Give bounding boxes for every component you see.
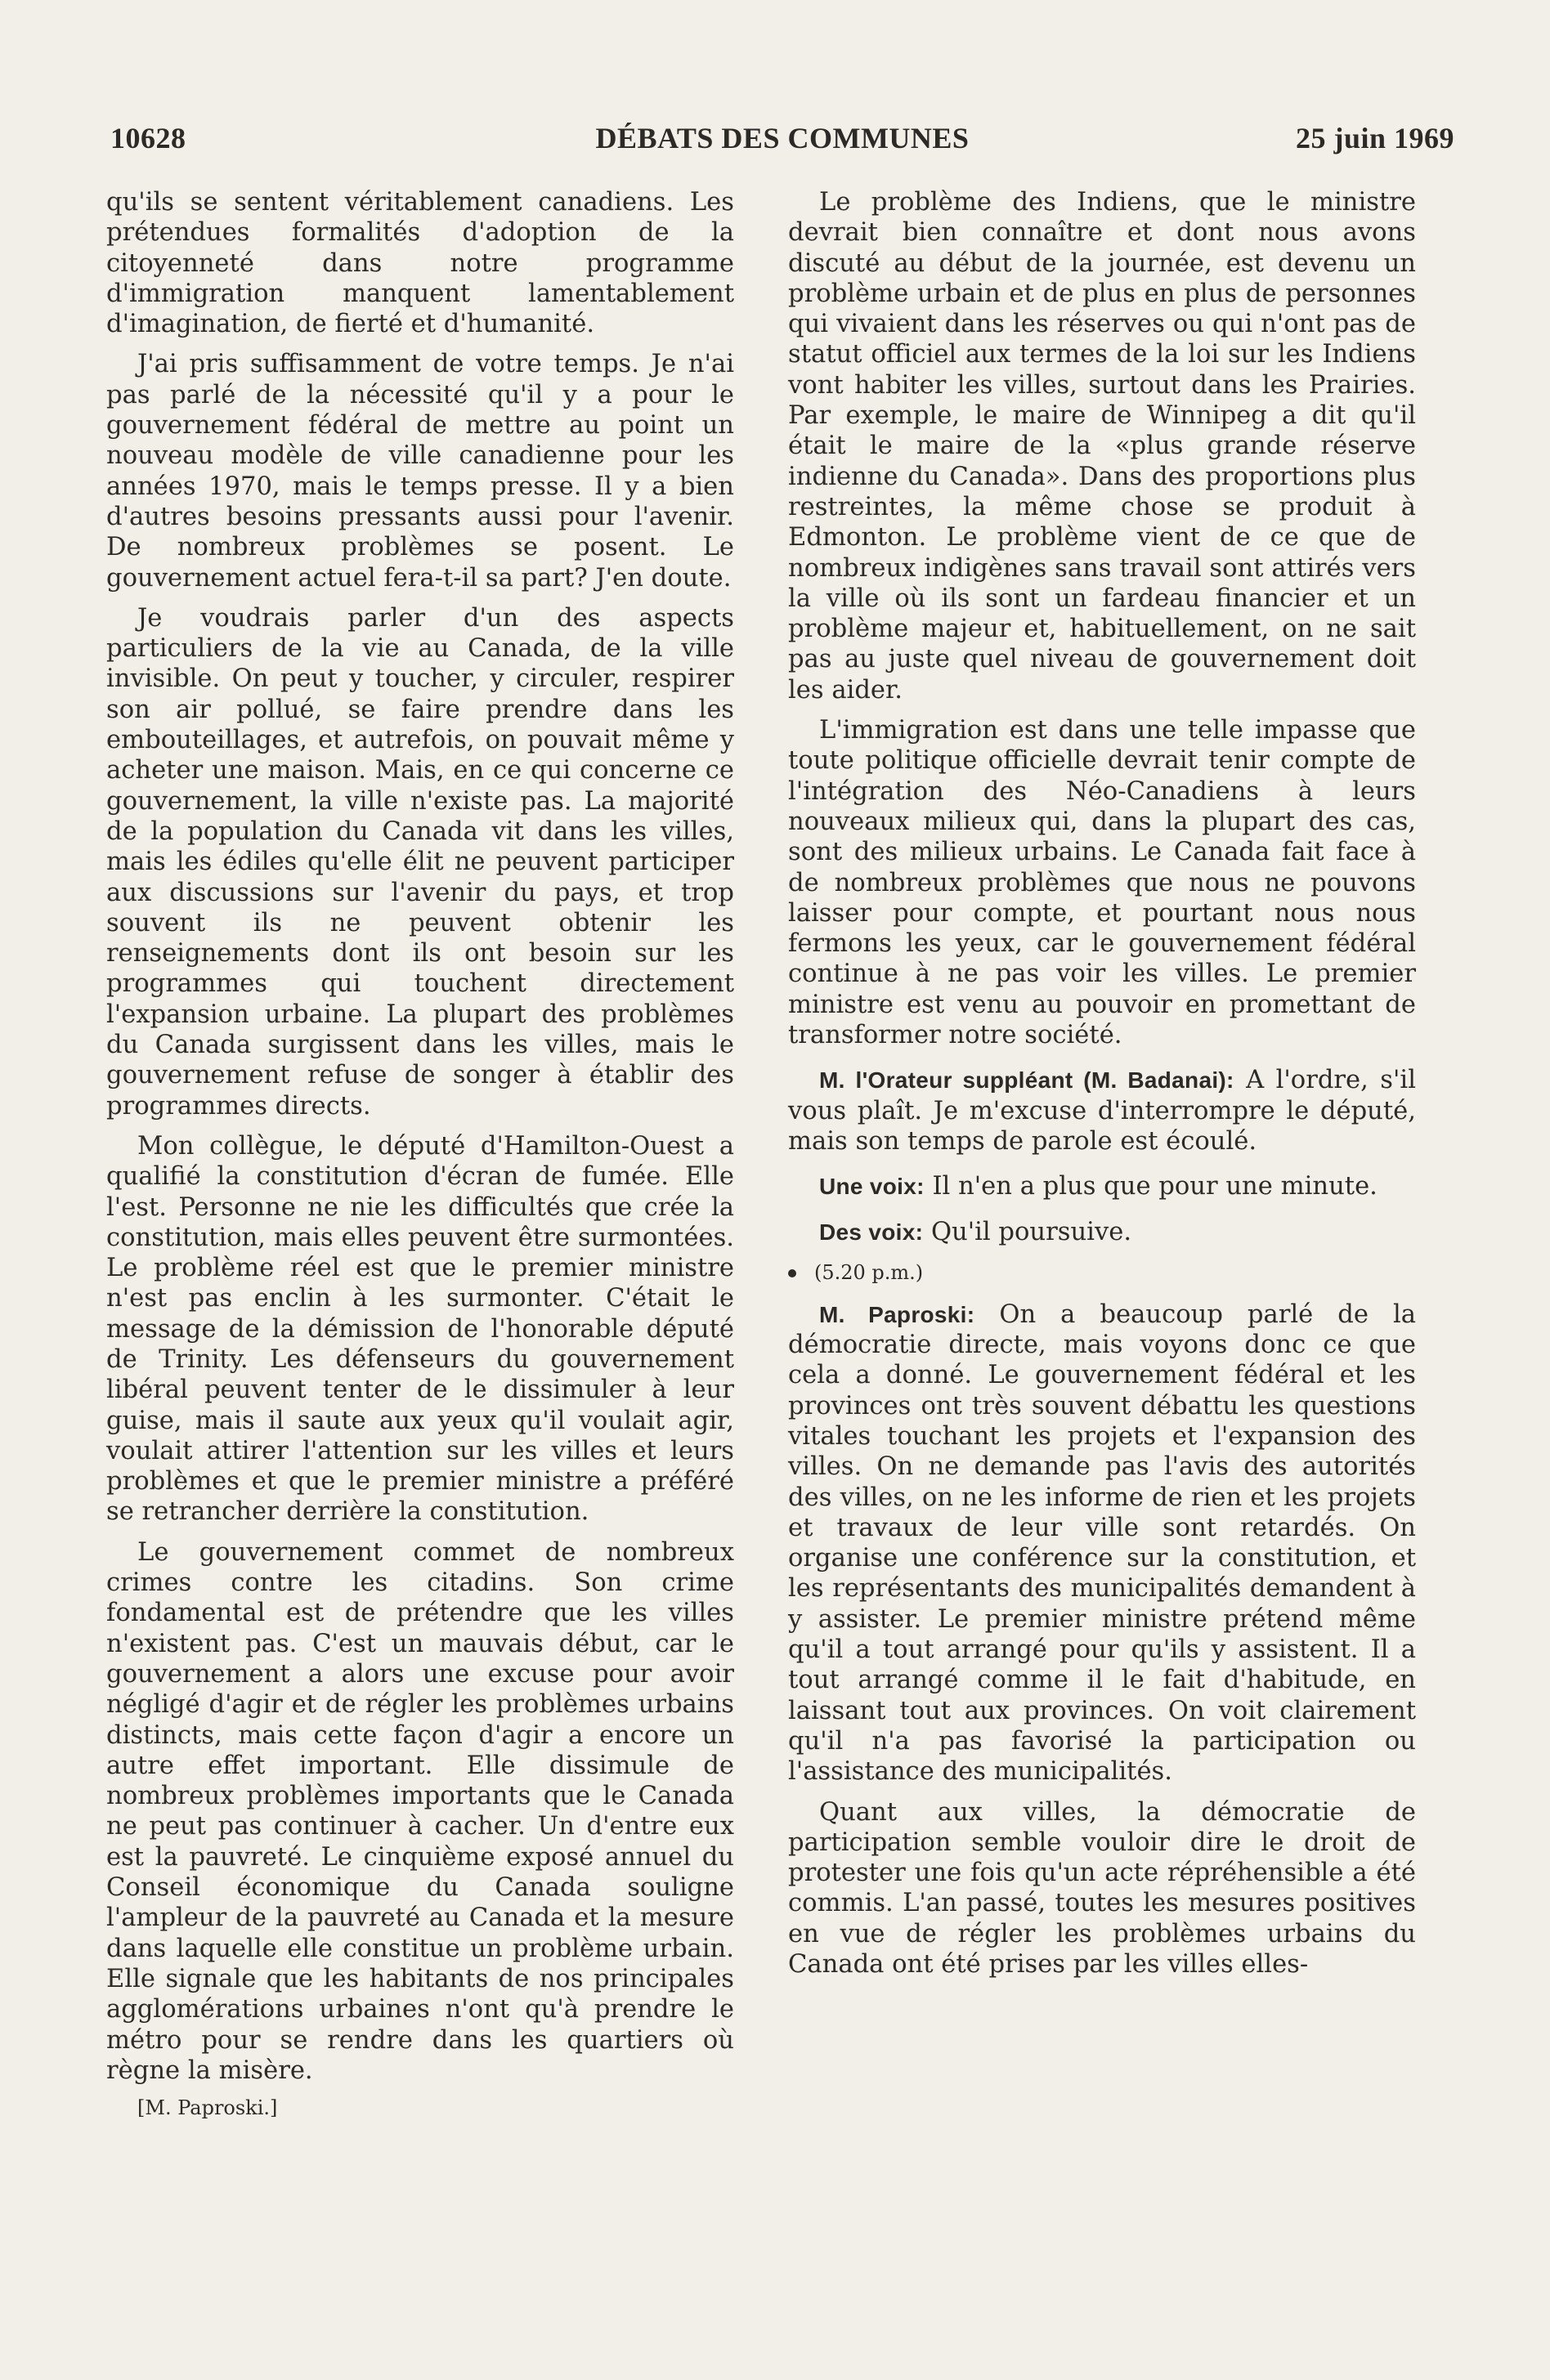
speaker-name: M. Paproski: [819, 1301, 975, 1327]
speaker-name: M. l'Orateur suppléant (M. Badanai): [819, 1067, 1234, 1094]
speech [788, 1171, 1416, 1201]
paragraph: qu'ils se sentent véritablement canadiens. Les prétendues formalités d'adoption de la citoyenneté dans notre programme d'immigration manquent lamentablement d'imagination, de fierté et d'humanité. [106, 188, 734, 339]
paragraph: J'ai pris suffisamment de votre temps. Je n'ai pas parlé de la nécessité qu'il y a pour le gouvernement fédéral de mettre au point un nouveau modèle de ville canadienne pour les années 1970, mais le temps presse. Il y a bien d'autres besoins pressants aussi pour l'avenir. De nombreux problèmes se posent. Le gouvernement actuel fera-t-il sa part? J'en doute. [106, 350, 734, 593]
right-column [788, 187, 1416, 1989]
page-number: 10628 [110, 122, 186, 154]
paragraph: Je voudrais parler d'un des aspects particuliers de la vie au Canada, de la ville invisible. On peut y toucher, y circuler, respirer son air pollué, se faire prendre dans les embouteillages, et autrefois, on pouvait même y acheter une maison. Mais, en ce qui concerne ce gouvernement, la ville n'existe pas. La majorité de la population du Canada vit dans les villes, mais les édiles qu'elle élit ne peuvent participer aux discussions sur l'avenir du pays, et trop souvent ils ne peuvent obtenir les renseignements dont ils ont besoin sur les programmes qui touchent directement l'expansion urbaine. La plupart des problèmes du Canada surgissent dans les villes, mais le gouvernement refuse de songer à établir des programmes directs. [106, 603, 734, 1121]
speech [788, 1300, 1416, 1787]
speaker-name: Une voix: [819, 1174, 925, 1200]
bullet-icon [788, 1269, 796, 1277]
speech-text: Qu'il poursuive. [930, 1217, 1132, 1246]
speaker-attribution: [M. Paproski.] [137, 2096, 278, 2120]
speech-text: Il n'en a plus que pour une minute. [932, 1172, 1378, 1201]
time-stamp: (5.20 p.m.) [814, 1260, 924, 1284]
paragraph: Mon collègue, le député d'Hamilton-Ouest a qualifié la constitution d'écran de fumée. Elle l'est. Personne ne nie les difficultés que crée la constitution, mais elles peuvent être surmontées. Le problème réel est que le premier ministre n'est pas enclin à les surmonter. C'était le message de la démission de l'honorable député de Trinity. Les défenseurs du gouvernement libéral peuvent tenter de le dissimuler à leur guise, mais il saute aux yeux qu'il voulait agir, voulait attirer l'attention sur les villes et leurs problèmes et que le premier ministre a préféré se retrancher derrière la constitution. [106, 1131, 734, 1527]
publication-title: DÉBATS DES COMMUNES [595, 122, 970, 154]
page-header [110, 121, 1454, 167]
speech [788, 1217, 1416, 1247]
speaker-name: Des voix: [819, 1219, 924, 1245]
paragraph: Quant aux villes, la démocratie de participation semble vouloir dire le droit de protester une fois qu'un acte répréhensible a été commis. L'an passé, toutes les mesures positives en vue de régler les problèmes urbains du Canada ont été prises par les villes elles- [788, 1797, 1416, 1980]
paragraph: Le gouvernement commet de nombreux crimes contre les citadins. Son crime fondamental est de prétendre que les villes n'existent pas. C'est un mauvais début, car le gouvernement a alors une excuse pour avoir négligé d'agir et de régler les problèmes urbains distincts, mais cette façon d'agir a encore un autre effet important. Elle dissimule de nombreux problèmes importants que le Canada ne peut pas continuer à cacher. Un d'entre eux est la pauvreté. Le cinquième exposé annuel du Conseil économique du Canada souligne l'ampleur de la pauvreté au Canada et la mesure dans laquelle elle constitue un problème urbain. Elle signale que les habitants de nos principales agglomérations urbaines n'ont qu'à prendre le métro pour se rendre dans les quartiers où règne la misère. [106, 1537, 734, 2085]
speech-text: On a beaucoup parlé de la démocratie directe, mais voyons donc ce que cela a donné. Le gouvernement fédéral et les provinces ont très souvent débattu les questions vitales touchant les projets et l'expansion des villes. On ne demande pas l'avis des autorités des villes, on ne les informe de rien et les projets et travaux de leur ville sont retardés. On organise une conférence sur la constitution, et les représentants des municipalités demandent à y assister. Le premier ministre prétend même qu'il a tout arrangé pour qu'ils y assistent. Il a tout arrangé comme il le fait d'habitude, en laissant tout aux provinces. On voit clairement qu'il n'a pas favorisé la participation ou l'assistance des municipalités. [788, 1300, 1416, 1787]
sitting-date: 25 juin 1969 [1295, 122, 1454, 154]
left-column [106, 187, 734, 2130]
paragraph: L'immigration est dans une telle impasse que toute politique officielle devrait tenir compte de l'intégration des Néo-Canadiens à leurs nouveaux milieux qui, dans la plupart des cas, sont des milieux urbains. Le Canada fait face à de nombreux problèmes que nous ne pouvons laisser pour compte, et pourtant nous nous fermons les yeux, car le gouvernement fédéral continue à ne pas voir les villes. Le premier ministre est venu au pouvoir en promettant de transformer notre société. [788, 716, 1416, 1050]
time-marker [788, 1260, 1416, 1285]
paragraph: Le problème des Indiens, que le ministre devrait bien connaître et dont nous avons discuté au début de la journée, est devenu un problème urbain et de plus en plus de personnes qui vivaient dans les réserves ou qui n'ont pas de statut officiel aux termes de la loi sur les Indiens vont habiter les villes, surtout dans les Prairies. Par exemple, le maire de Winnipeg a dit qu'il était le maire de la «plus grande réserve indienne du Canada». Dans des proportions plus restreintes, la même chose se produit à Edmonton. Le problème vient de ce que de nombreux indigènes sans travail sont attirés vers la ville où ils sont un fardeau financier et un problème majeur et, habituellement, on ne sait pas au juste quel niveau de gouvernement doit les aider. [788, 188, 1416, 705]
speech [788, 1065, 1416, 1156]
speech-text: A l'ordre, s'il vous plaît. Je m'excuse d'interrompre le député, mais son temps de parole est écoulé. [788, 1066, 1416, 1156]
